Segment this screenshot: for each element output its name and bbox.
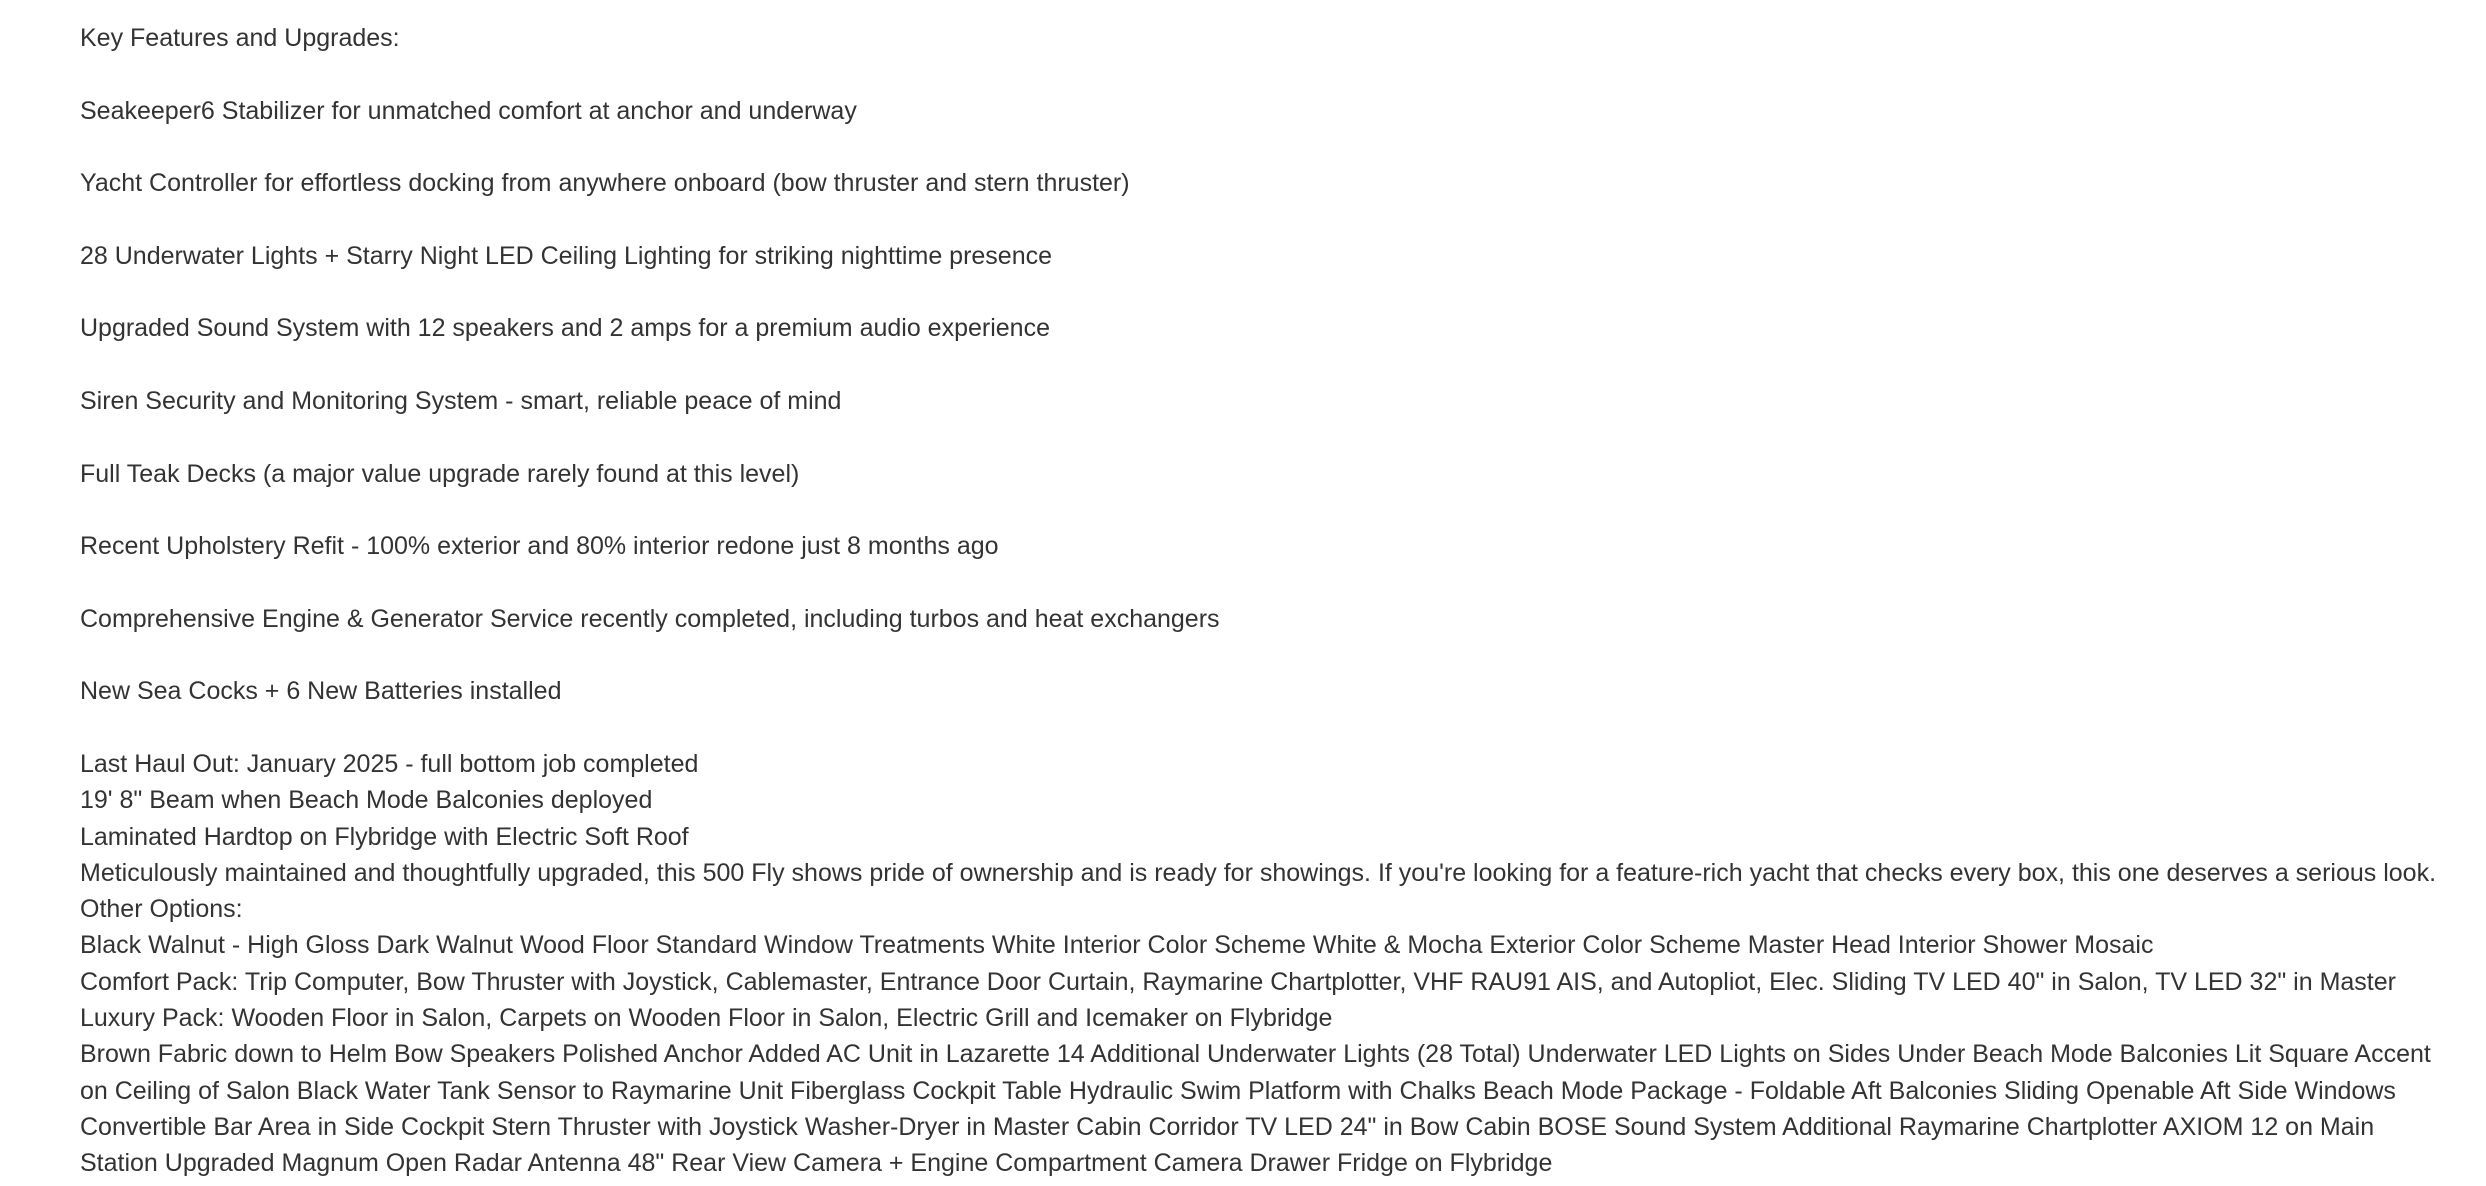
comfort-pack-line: Comfort Pack: Trip Computer, Bow Thruster with Joystick, Cablemaster, Entrance Door Curtain, Raymarine Chartplotter, VHF RAU91 AIS, and Autopliot, Elec. Sliding TV LED 40" in Salon, TV LED 32" in Master (80, 967, 2396, 996)
feature-item: Upgraded Sound System with 12 speakers and 2 amps for a premium audio experience (80, 314, 1050, 343)
haul-out-line: Last Haul Out: January 2025 - full bottom job completed (80, 749, 699, 778)
brown-fabric-paragraph: Brown Fabric down to Helm Bow Speakers Polished Anchor Added AC Unit in Lazarette 14 Additional Underwater Lights (28 Total) Underwater LED Lights on Sides Under Beach Mode Balconies Lit Square Accent on Ceiling of Salon Black Water Tank Sensor to Raymarine Unit Fiberglass Cockpit Table Hydraulic Swim Platform with Chalks Beach Mode Package - Foldable Aft Balconies Sliding Openable Aft Side Windows Convertible Bar Area in Side Cockpit Stern Thruster with Joystick Washer-Dryer in Master Cabin Corridor TV LED 24" in Bow Cabin BOSE Sound System Additional Raymarine Chartplotter AXIOM 12 on Main Station Upgraded Magnum Open Radar Antenna 48" Rear View Camera + Engine Compartment Camera Drawer Fridge on Flybridge (80, 1040, 2431, 1178)
other-options-label: Other Options: (80, 895, 243, 924)
feature-item: 28 Underwater Lights + Starry Night LED Ceiling Lighting for striking nighttime presence (80, 241, 1053, 270)
luxury-pack-line: Luxury Pack: Wooden Floor in Salon, Carpets on Wooden Floor in Salon, Electric Grill and Icemaker on Flybridge (80, 1004, 1333, 1033)
black-walnut-line: Black Walnut - High Gloss Dark Walnut Wood Floor Standard Window Treatments White Interior Color Scheme White & Mocha Exterior Color Scheme Master Head Interior Shower Mosaic (80, 931, 2154, 960)
beam-line: 19' 8" Beam when Beach Mode Balconies deployed (80, 786, 653, 815)
feature-item: Comprehensive Engine & Generator Service recently completed, including turbos and heat exchangers (80, 604, 1220, 633)
feature-item: Siren Security and Monitoring System - smart, reliable peace of mind (80, 386, 842, 415)
summary-line: Meticulously maintained and thoughtfully upgraded, this 500 Fly shows pride of ownership and is ready for showings. If you're looking for a feature-rich yacht that checks every box, this one deserves a serious look. (80, 858, 2437, 887)
feature-item: Recent Upholstery Refit - 100% exterior and 80% interior redone just 8 months ago (80, 532, 999, 561)
feature-item: Yacht Controller for effortless docking from anywhere onboard (bow thruster and stern thruster) (80, 169, 1130, 198)
details-section (80, 746, 2456, 1182)
feature-item: New Sea Cocks + 6 New Batteries installed (80, 677, 562, 706)
features-heading: Key Features and Upgrades: (80, 24, 400, 52)
feature-item: Full Teak Decks (a major value upgrade rarely found at this level) (80, 459, 800, 488)
features-section (80, 20, 2456, 710)
hardtop-line: Laminated Hardtop on Flybridge with Electric Soft Roof (80, 822, 689, 851)
feature-item: Seakeeper6 Stabilizer for unmatched comfort at anchor and underway (80, 96, 857, 125)
